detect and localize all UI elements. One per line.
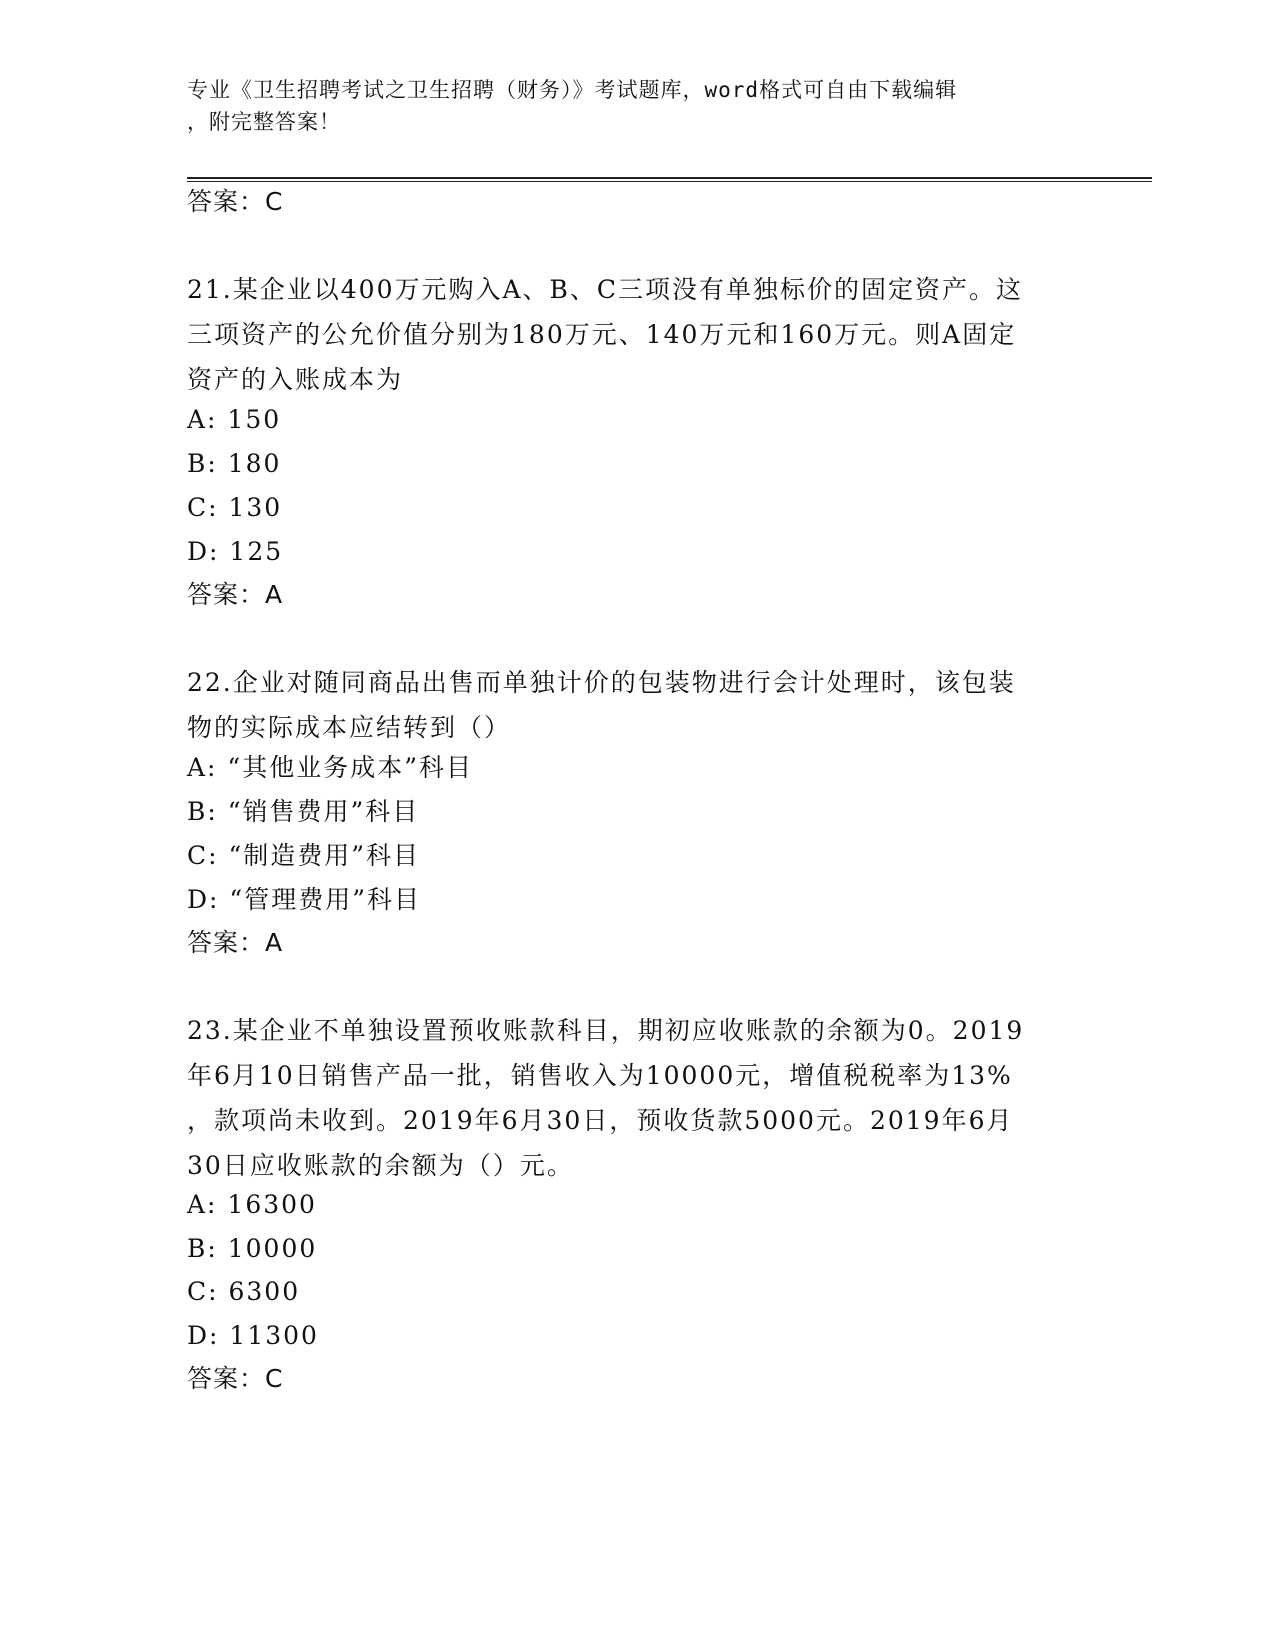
question-22 [187, 660, 1087, 750]
q23-option-c: C: 6300 [187, 1277, 301, 1306]
question-21-line-1: 21.某企业以400万元购入A、B、C三项没有单独标价的固定资产。这 [187, 275, 1024, 304]
header-rule-thick [187, 177, 1152, 179]
q21-answer: 答案：A [187, 580, 284, 609]
q21-option-b: B: 180 [187, 449, 282, 478]
q21-option-a: A: 150 [187, 405, 282, 434]
q22-option-c: C: “制造费用”科目 [187, 841, 421, 870]
question-23-line-2: 年6月10日销售产品一批，销售收入为10000元，增值税税率为13% [187, 1061, 1013, 1090]
q23-option-d: D: 11300 [187, 1321, 319, 1350]
q22-option-a: A: “其他业务成本”科目 [187, 753, 473, 782]
header-line-1: 专业《卫生招聘考试之卫生招聘（财务）》考试题库，word格式可自由下载编辑 [187, 78, 958, 102]
question-22-line-2: 物的实际成本应结转到（） [187, 713, 512, 742]
q23-option-b: B: 10000 [187, 1234, 318, 1263]
answer-previous: 答案：C [187, 187, 284, 216]
page-header [187, 74, 1087, 138]
header-line-2: ，附完整答案！ [187, 110, 341, 134]
question-23-line-1: 23.某企业不单独设置预收账款科目，期初应收账款的余额为0。2019 [187, 1016, 1025, 1045]
question-21-line-3: 资产的入账成本为 [187, 365, 404, 394]
q22-option-d: D: “管理费用”科目 [187, 885, 421, 914]
question-21 [187, 267, 1087, 402]
header-rule-thin [187, 181, 1152, 182]
question-23-line-3: ，款项尚未收到。2019年6月30日，预收货款5000元。2019年6月 [187, 1106, 1014, 1135]
question-22-line-1: 22.企业对随同商品出售而单独计价的包装物进行会计处理时，该包装 [187, 668, 1016, 697]
question-21-line-2: 三项资产的公允价值分别为180万元、140万元和160万元。则A固定 [187, 320, 1017, 349]
q22-option-b: B: “销售费用”科目 [187, 797, 420, 826]
q22-answer: 答案：A [187, 928, 284, 957]
question-23-line-4: 30日应收账款的余额为（）元。 [187, 1151, 574, 1180]
question-23 [187, 1008, 1087, 1188]
q21-option-c: C: 130 [187, 493, 283, 522]
q23-option-a: A: 16300 [187, 1190, 317, 1219]
q23-answer: 答案：C [187, 1364, 284, 1393]
q21-option-d: D: 125 [187, 537, 284, 566]
